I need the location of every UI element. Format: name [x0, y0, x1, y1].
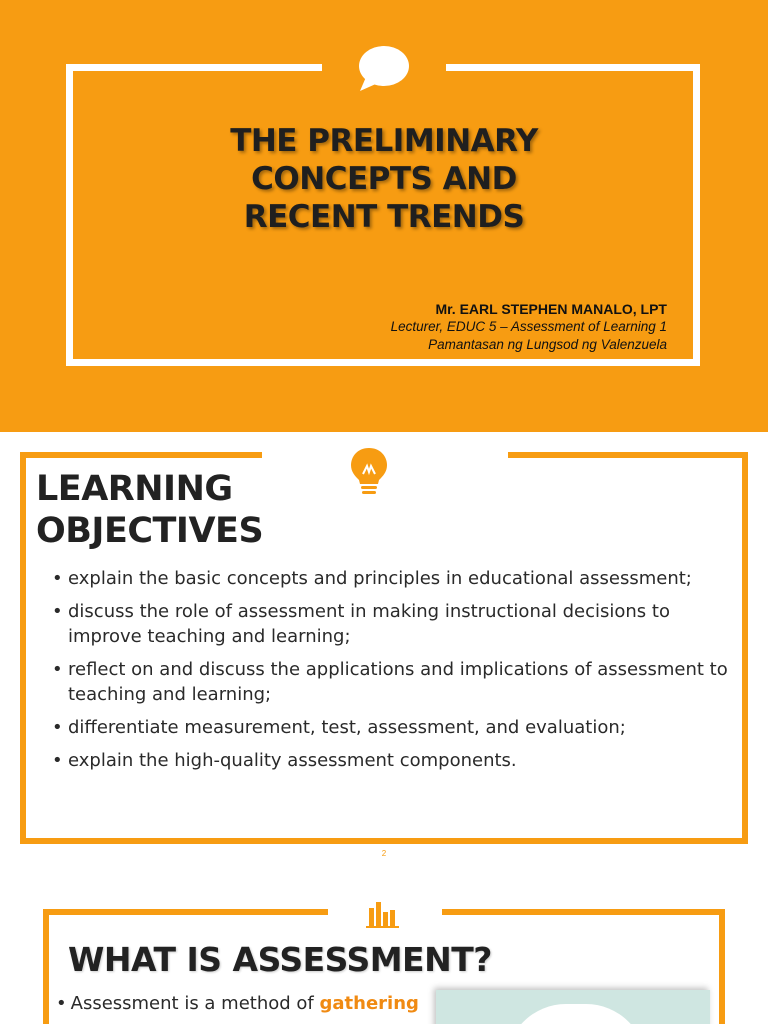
illustration-image	[436, 990, 710, 1024]
illustration-shape	[506, 1004, 646, 1024]
author-block	[391, 300, 667, 354]
assessment-slide	[0, 864, 768, 1024]
title-slide	[0, 0, 768, 432]
title-line-1: THE PRELIMINARY	[230, 123, 538, 159]
presentation-title	[120, 122, 648, 236]
objective-item: • reflect on and discuss the applications and implications of assessment to teaching and learning;	[50, 657, 730, 707]
author-name: Mr. EARL STEPHEN MANALO, LPT	[435, 301, 667, 317]
objectives-list	[50, 566, 730, 781]
objective-item: • differentiate measurement, test, assessment, and evaluation;	[50, 715, 730, 740]
heading-line-1: LEARNING	[36, 469, 233, 509]
author-school: Pamantasan ng Lungsod ng Valenzuela	[428, 337, 667, 352]
heading-line-2: OBJECTIVES	[36, 511, 264, 551]
page-number: 2	[381, 849, 387, 858]
speech-bubble-icon	[356, 43, 412, 93]
objectives-heading	[36, 468, 263, 552]
objective-item: • discuss the role of assessment in making instructional decisions to improve teaching and learning;	[50, 599, 730, 649]
assessment-definition	[56, 991, 436, 1017]
definition-text: Assessment is a method of	[70, 993, 314, 1014]
author-role: Lecturer, EDUC 5 – Assessment of Learning 1	[390, 319, 667, 334]
title-line-3: RECENT TRENDS	[243, 199, 525, 235]
bullet-mark: •	[56, 993, 67, 1014]
objectives-slide	[0, 432, 768, 864]
lightbulb-icon	[345, 444, 393, 496]
objective-item: • explain the basic concepts and principles in educational assessment;	[50, 566, 730, 591]
bar-chart-icon	[365, 900, 401, 930]
title-line-2: CONCEPTS AND	[251, 161, 517, 197]
definition-highlight: gathering	[319, 993, 419, 1014]
objective-item: • explain the high-quality assessment components.	[50, 748, 730, 773]
assessment-heading: WHAT IS ASSESSMENT?	[68, 940, 492, 979]
